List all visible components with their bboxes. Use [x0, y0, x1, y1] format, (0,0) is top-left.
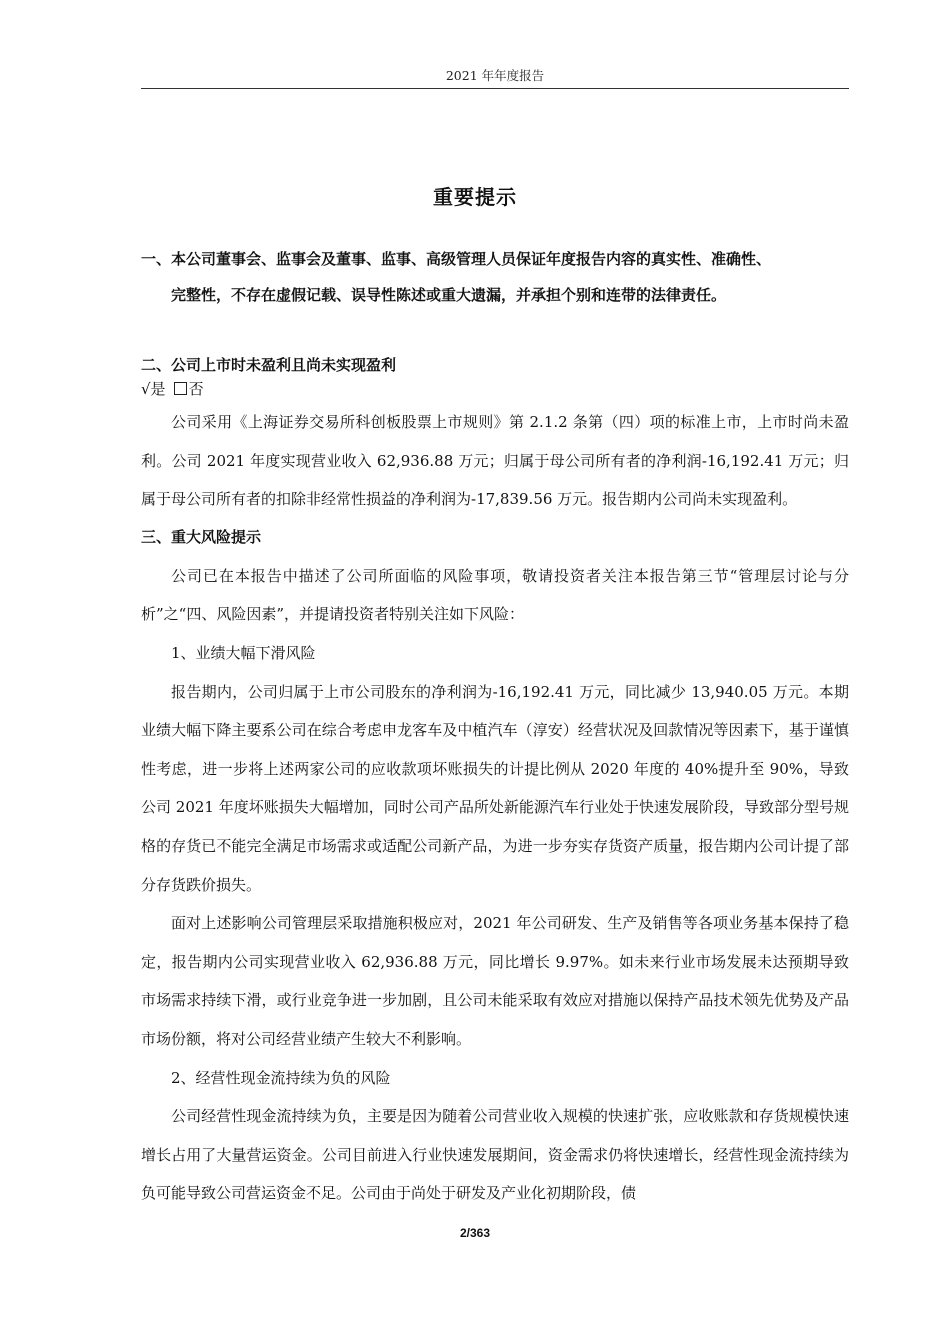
risk1-paragraph1: 报告期内，公司归属于上市公司股东的净利润为-16,192.41 万元，同比减少 13,940.05 万元。本期业绩大幅下降主要系公司在综合考虑申龙客车及中植汽车（淳安）经营状况及回款情况等因素下，基于谨慎性考虑，进一步将上述两家公司的应收款项坏账损失的计提比例从 2020 年度的 40%提升至 90%，导致公司 2021 年度坏账损失大幅增加，同时公司产品所处新能源汽车行业处于快速发展阶段，导致部分型号规格的存货已不能完全满足市场需求或适配公司新产品，为进一步夯实存货资产质量，报告期内公司计提了部分存货跌价损失。 — [141, 682, 849, 894]
empty-checkbox-icon — [174, 382, 187, 395]
risk2-title: 2、经营性现金流持续为负的风险 — [171, 1068, 391, 1087]
section3-heading: 三、重大风险提示 — [141, 527, 262, 546]
header-divider — [141, 88, 849, 89]
section3-intro: 公司已在本报告中描述了公司所面临的风险事项，敬请投资者关注本报告第三节“管理层讨论与分析”之“四、风险因素”，并提请投资者特别关注如下风险： — [141, 566, 849, 624]
risk1-title: 1、业绩大幅下滑风险 — [171, 643, 316, 662]
profit-status-options — [141, 377, 849, 401]
risk1-paragraph2: 面对上述影响公司管理层采取措施积极应对，2021 年公司研发、生产及销售等各项业务基本保持了稳定，报告期内公司实现营业收入 62,936.88 万元，同比增长 9.97%。如未来行业市场发展未达预期导致市场需求持续下滑，或行业竞争进一步加剧，且公司未能采取有效应对措施以保持产品技术领先优势及产品市场份额，将对公司经营业绩产生较大不利影响。 — [141, 914, 849, 1048]
report-header: 2021 年年度报告 — [445, 68, 545, 83]
section1-line2: 完整性，不存在虚假记载、误导性陈述或重大遗漏，并承担个别和连带的法律责任。 — [171, 286, 727, 304]
section1-line1: 一、本公司董事会、监事会及董事、监事、高级管理人员保证年度报告内容的真实性、准确性、 — [141, 250, 772, 268]
section2-paragraph: 公司采用《上海证券交易所科创板股票上市规则》第 2.1.2 条第（四）项的标准上市，上市时尚未盈利。公司 2021 年度实现营业收入 62,936.88 万元；归属于母公司所有者的净利润-16,192.41 万元；归属于母公司所有者的扣除非经常性损益的净利润为-17,839.56 万元。报告期内公司尚未实现盈利。 — [141, 413, 849, 509]
check-no-label: 否 — [188, 380, 204, 398]
section1-statement — [141, 241, 849, 313]
risk2-paragraph1: 公司经营性现金流持续为负，主要是因为随着公司营业收入规模的快速扩张，应收账款和存货规模快速增长占用了大量营运资金。公司目前进入行业快速发展期间，资金需求仍将快速增长，经营性现金流持续为负可能导致公司营运资金不足。公司由于尚处于研发及产业化初期阶段，债 — [141, 1107, 849, 1203]
page-number: 2/363 — [459, 1226, 491, 1240]
section2-heading: 二、公司上市时未盈利且尚未实现盈利 — [141, 356, 397, 374]
check-yes-label: √是 — [141, 380, 166, 398]
document-body — [141, 241, 849, 1213]
page-title: 重要提示 — [433, 185, 517, 209]
